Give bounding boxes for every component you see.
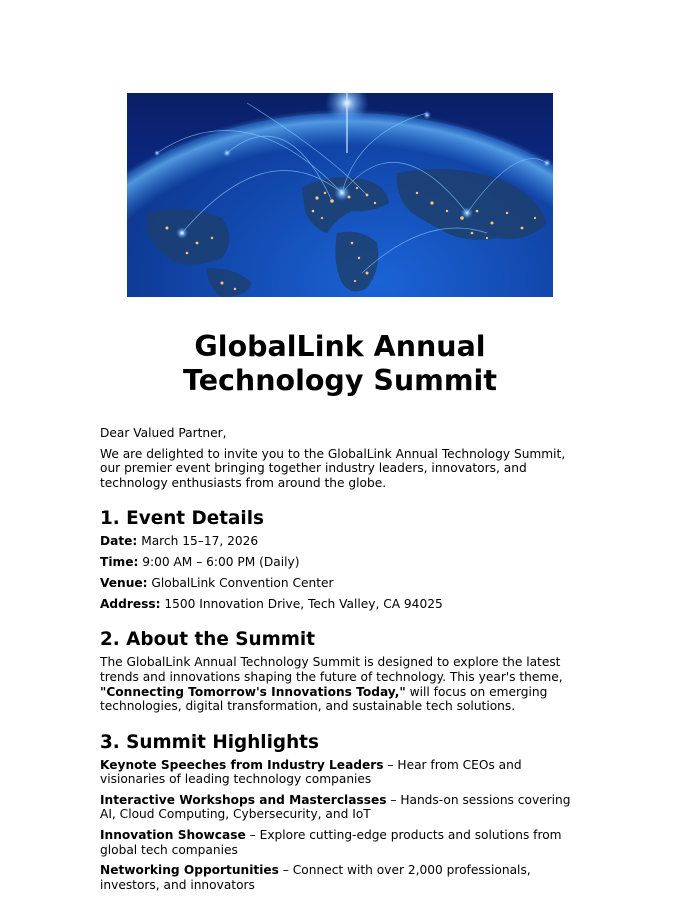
document-title <box>100 330 580 398</box>
detail-value: March 15–17, 2026 <box>141 534 259 549</box>
highlight-item <box>100 863 584 892</box>
detail-label: Time: <box>100 555 139 570</box>
detail-venue <box>100 576 584 591</box>
highlight-desc: – Hear from CEOs and visionaries of leading technology companies <box>100 757 522 787</box>
intro-paragraph: We are delighted to invite you to the GlobalLink Annual Technology Summit, our premier event bringing together industry leaders, innovators, and technology enthusiasts from around the globe. <box>100 446 566 490</box>
detail-address <box>100 597 584 612</box>
highlight-desc: – Explore cutting-edge products and solutions from global tech companies <box>100 828 562 857</box>
about-text-end: will focus on emerging technologies, digital transformation, and sustainable tech solutions. <box>100 684 548 714</box>
section-heading-highlights: 3. Summit Highlights <box>100 731 319 753</box>
highlight-item <box>100 793 584 822</box>
section-heading-event-details: 1. Event Details <box>100 508 264 530</box>
highlight-title: Networking Opportunities <box>100 863 279 878</box>
title-line-2: Technology Summit <box>183 364 497 397</box>
detail-value: 9:00 AM – 6:00 PM (Daily) <box>142 555 300 570</box>
about-paragraph <box>100 655 584 713</box>
about-text-start: The GlobalLink Annual Technology Summit is designed to explore the latest trends and innovations shaping the future of technology. This year's theme, <box>100 655 563 684</box>
detail-date <box>100 534 584 549</box>
section-heading-about: 2. About the Summit <box>100 629 316 651</box>
summit-theme: "Connecting Tomorrow's Innovations Today," <box>100 684 406 699</box>
letter-body <box>100 426 584 898</box>
detail-value: GlobalLink Convention Center <box>151 575 334 590</box>
hero-globe-image <box>127 93 553 297</box>
highlight-item <box>100 758 584 787</box>
greeting: Dear Valued Partner, <box>100 426 227 440</box>
detail-time <box>100 555 584 570</box>
detail-label: Date: <box>100 534 138 549</box>
title-line-1: GlobalLink Annual <box>194 330 486 363</box>
highlight-desc: – Connect with over 2,000 professionals, investors, and innovators <box>100 863 531 892</box>
highlight-title: Innovation Showcase <box>100 828 246 843</box>
highlight-item <box>100 828 584 857</box>
highlight-desc: – Hands-on sessions covering AI, Cloud Computing, Cybersecurity, and IoT <box>100 792 571 822</box>
detail-label: Address: <box>100 596 161 611</box>
highlight-title: Keynote Speeches from Industry Leaders <box>100 757 384 772</box>
detail-label: Venue: <box>100 575 148 590</box>
detail-value: 1500 Innovation Drive, Tech Valley, CA 94025 <box>164 596 443 611</box>
highlight-title: Interactive Workshops and Masterclasses <box>100 792 387 807</box>
